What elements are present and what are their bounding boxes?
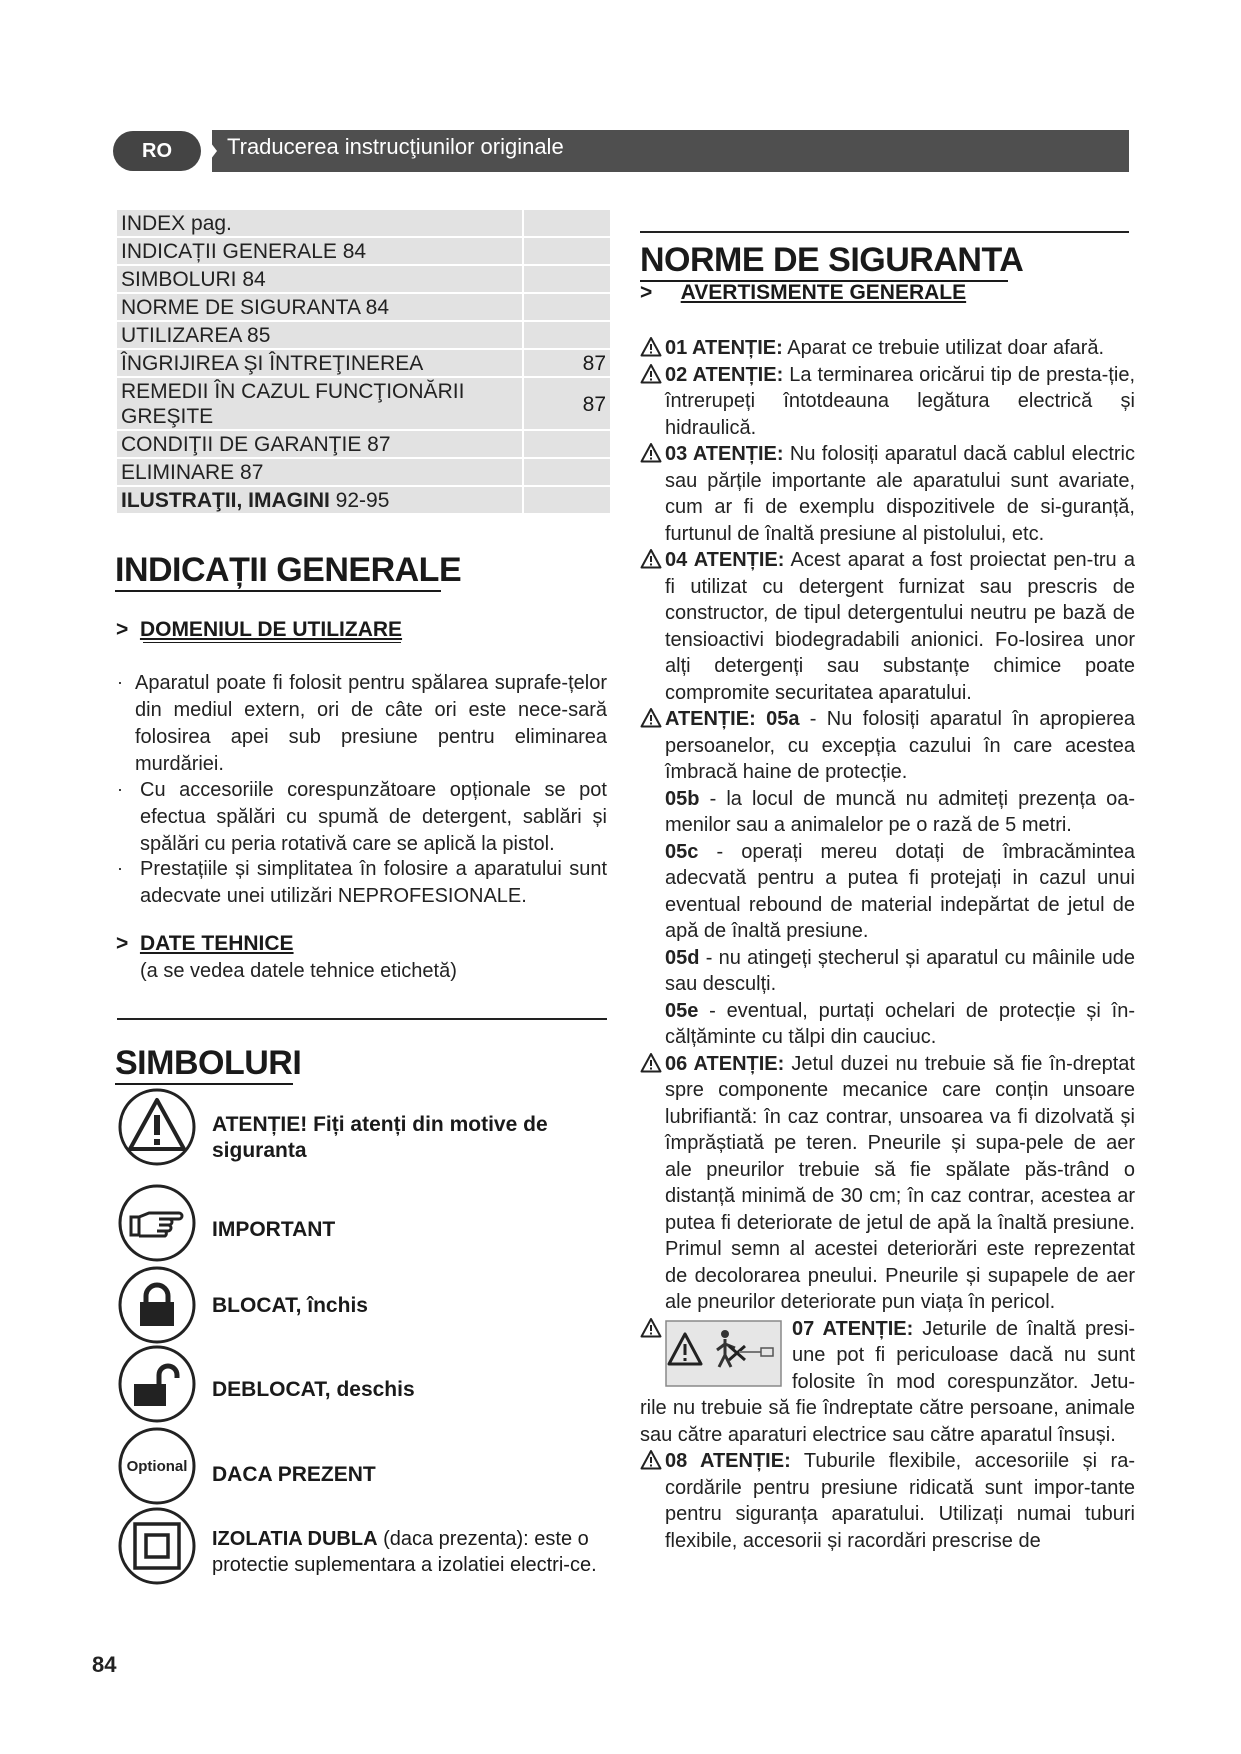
index-row: SIMBOLURI 84 [117, 266, 610, 292]
warning-05c: 05c - operați mereu dotați de îmbracămintea adecvată pentru a putea fi protejați in cazul unui eventual rebound de material indepărtat de jetul de apă de înaltă presiune. [665, 840, 1135, 942]
symbol-label: BLOCAT, închis [212, 1294, 368, 1317]
warning-08: 08 ATENȚIE: Tuburile flexibile, accesoriile și ra-cordările pentru presiune ridicată sunt impor-tante pentru siguranța aparatului. Utilizați numai tuburi flexibile, accesorii și racordări prescrise de [640, 1448, 1135, 1554]
warning-triangle-icon [640, 1052, 662, 1074]
warning-02: 02 ATENȚIE: La terminarea oricărui tip de presta-ție, întrerupeți întotdeauna legătura electrică și hidraulică. [640, 362, 1135, 442]
heading-underline [115, 590, 441, 592]
warning-triangle-icon [117, 1087, 197, 1167]
safety-text [640, 335, 1135, 1554]
index-row: UTILIZAREA 85 [117, 322, 610, 348]
index-row: INDEX pag. [117, 210, 610, 236]
warning-05a: ATENȚIE: 05a - Nu folosiți aparatul în apropierea persoanelor, cu excepția cazului în care acestea îmbracă haine de protecție. [640, 706, 1135, 786]
symbol-label: IZOLATIA DUBLA (daca prezenta): este o protectie suplementara a izolatiei electri-ce. [212, 1528, 597, 1576]
warning-triangle-icon [640, 336, 662, 358]
locked-padlock-icon [117, 1265, 197, 1345]
tech-note: (a se vedea datele tehnice etichetă) [140, 960, 457, 982]
optional-icon [117, 1426, 197, 1506]
index-row: INDICAȚII GENERALE 84 [117, 238, 610, 264]
index-row: NORME DE SIGURANTA 84 [117, 294, 610, 320]
heading-underline [115, 1083, 293, 1085]
warning-07: 07 ATENȚIE: Jeturile de înaltă presi-une pot fi periculoase dacă nu sunt folosite în mod corespunzător. Jetu-rile nu trebuie să fie îndreptate către persoane, animale sau către aparaturi electrice sau către aparatul însuși. [640, 1317, 1135, 1446]
warning-05d: 05d - nu atingeți ștecherul și aparatul cu mâinile ude sau desculți. [665, 946, 1135, 995]
warning-03: 03 ATENȚIE: Nu folosiți aparatul dacă cablul electric sau părțile importante ale aparatului sunt avariate, cum ar fi de exemplu dispozitivele de si-guranță, furtunul de înaltă presiune al pistolului, etc. [640, 441, 1135, 547]
language-badge: RO [113, 131, 201, 171]
symbols-heading: SIMBOLURI [115, 1044, 302, 1082]
pointing-hand-icon [117, 1183, 197, 1263]
safety-heading: NORME DE SIGURANTA [640, 241, 1024, 279]
index-row: ILUSTRAŢII, IMAGINI 92-95 [117, 487, 610, 513]
index-row: CONDIŢII DE GARANŢIE 87 [117, 431, 610, 457]
symbol-label: IMPORTANT [212, 1218, 336, 1241]
tech-subheading: > DATE TEHNICE [116, 932, 294, 955]
optional-icon-text: Optional [126, 1458, 188, 1475]
page-number: 84 [92, 1652, 117, 1677]
safety-subheading: > AVERTISMENTE GENERALE [640, 281, 967, 304]
warning-05b: 05b - la locul de muncă nu admiteți prezența oa-menilor sau a animalelor pe o rază de 5 metri. [665, 787, 1135, 836]
domain-item: Aparatul poate fi folosit pentru spălarea suprafe-țelor din mediul extern, ori de câte ori este nece-sară folosirea apei sub presiune pentru eliminarea murdăriei. [135, 672, 607, 775]
warning-06: 06 ATENȚIE: Jetul duzei nu trebuie să fie în-dreptat spre componente mecanice care conțin unsoare lubrifiantă: în caz contrar, unsoarea va fi dizolvată și împrăștiată pe teren. Pneurile și supa-pele de aer ale pneurilor trebuie să fie spălate păs-trând o distanță minimă de 30 cm; în caz contrar, acestea ar putea fi deteriorate de jetul de apă la înaltă presiune. Primul semn al acestei deteriorări este reprezentat de decolorarea pneului. Pneurile și supapele de aer ale pneurilor deteriorate pun viața în pericol. [640, 1051, 1135, 1316]
unlocked-padlock-icon [117, 1344, 197, 1424]
symbol-label: DACA PREZENT [212, 1463, 376, 1486]
section-divider [117, 1018, 607, 1020]
domain-subheading: > DOMENIUL DE UTILIZARE [116, 618, 403, 641]
domain-item: Cu accesoriile corespunzătoare opționale se pot efectua spălări cu spumă de detergent, sablări și spălări cu peria rotativă care se aplică la pistol. [140, 779, 607, 855]
warning-01: 01 ATENȚIE: Aparat ce trebuie utilizat doar afară. [640, 335, 1135, 362]
warning-04: 04 ATENȚIE: Acest aparat a fost proiectat pen-tru a fi utilizat cu detergent furnizat sau prescris de constructor, de tipul detergentului neutru pe bază de tensioactivi biodegradabili anionici. Fo-losirea unor alți detergenți sau substanțe chimice poate compromite securitatea aparatului. [640, 547, 1135, 706]
index-row: ÎNGRIJIREA ŞI ÎNTREŢINEREA 87 [117, 350, 610, 376]
warning-triangle-icon [640, 1317, 662, 1339]
general-heading: INDICAȚII GENERALE [115, 551, 462, 589]
warning-05e: 05e - eventual, purtați ochelari de protecție și în-călțăminte cu tălpi din cauciuc. [665, 999, 1135, 1048]
warning-05-subitems [640, 786, 1135, 1051]
index-row: REMEDII ÎN CAZUL FUNCŢIONĂRII GREŞITE 87 [117, 378, 610, 429]
warning-triangle-icon [640, 707, 662, 729]
double-insulation-icon [117, 1506, 197, 1586]
warning-triangle-icon [640, 548, 662, 570]
jet-hazard-pictogram [665, 1320, 782, 1387]
warning-triangle-icon [640, 442, 662, 464]
warning-triangle-icon [640, 1449, 662, 1471]
subheading-underline [143, 642, 401, 643]
symbol-label: ATENȚIE! Fiți atenți din motive de siguranta [212, 1113, 548, 1162]
header-title: Traducerea instrucţiunilor originale [227, 134, 564, 159]
symbol-label: DEBLOCAT, deschis [212, 1378, 415, 1401]
index-table [117, 210, 610, 515]
domain-item: Prestațiile și simplitatea în folosire a aparatului sunt adecvate unei utilizări NEPROFESIONALE. [140, 858, 607, 907]
index-row: ELIMINARE 87 [117, 459, 610, 485]
warning-triangle-icon [640, 363, 662, 385]
section-divider [640, 231, 1129, 233]
